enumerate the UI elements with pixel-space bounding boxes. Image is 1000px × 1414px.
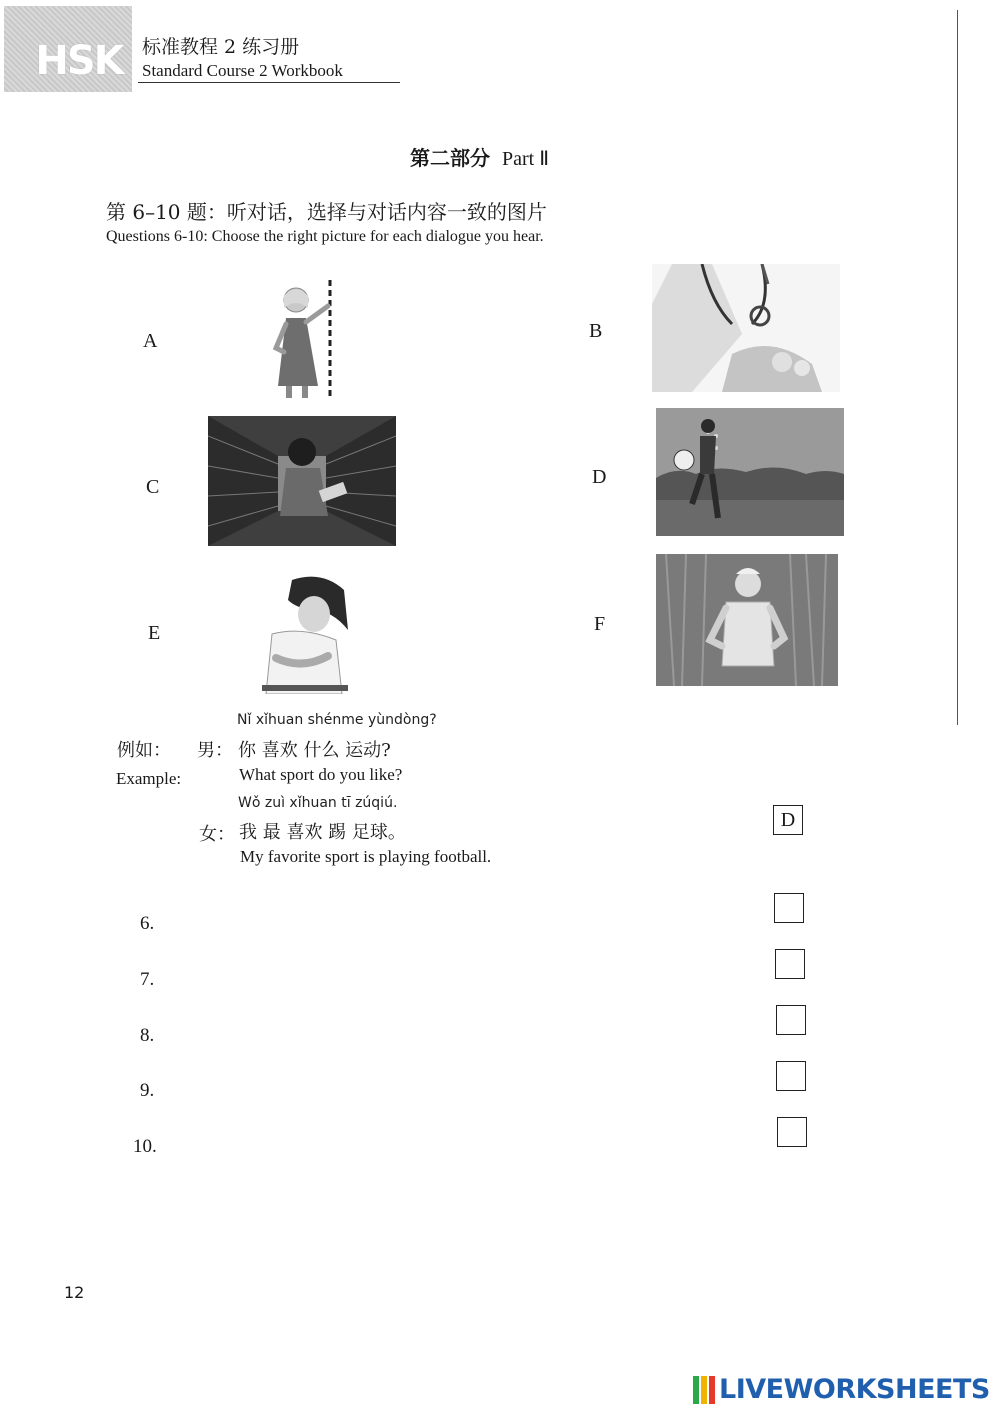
example-woman-label: 女： <box>199 824 235 845</box>
question-number-8: 8. <box>140 1025 155 1046</box>
picture-letter-d: D <box>592 466 607 488</box>
liveworksheets-logo-icon <box>693 1376 715 1404</box>
picture-letter-e: E <box>148 622 161 644</box>
girl-measuring-height-photo <box>260 278 340 400</box>
example-woman-chinese: 我 最 喜欢 踢 足球。 <box>239 822 406 843</box>
header-divider <box>138 82 400 83</box>
answer-box-9[interactable] <box>776 1061 806 1091</box>
question-number-6: 6. <box>140 913 155 934</box>
question-number-9: 9. <box>140 1080 155 1101</box>
example-man-pinyin: Nǐ xǐhuan shénme yùndòng? <box>237 712 437 728</box>
picture-letter-c: C <box>146 476 160 498</box>
answer-box-10[interactable] <box>777 1117 807 1147</box>
answer-box-7[interactable] <box>775 949 805 979</box>
instructions-english: Questions 6-10: Choose the right picture for each dialogue you hear. <box>106 228 544 245</box>
woman-playing-football-photo <box>656 408 844 536</box>
section-title-chinese: 第二部分 <box>410 146 490 170</box>
book-title-english: Standard Course 2 Workbook <box>142 61 343 80</box>
book-title-chinese: 标准教程 2 练习册 <box>142 36 300 58</box>
old-man-jogging-photo <box>656 554 838 686</box>
hsk-logo-text: HSK <box>35 38 123 84</box>
picture-letter-b: B <box>589 320 603 342</box>
question-number-10: 10. <box>133 1136 157 1157</box>
section-title <box>410 142 549 171</box>
woman-stomach-ache-photo <box>252 570 356 694</box>
example-man-english: What sport do you like? <box>239 765 403 784</box>
scan-margin-line <box>957 10 958 725</box>
example-man-chinese: 你 喜欢 什么 运动? <box>238 740 391 761</box>
liveworksheets-logo[interactable] <box>693 1374 990 1405</box>
picture-letter-a: A <box>143 330 158 352</box>
example-woman-pinyin: Wǒ zuì xǐhuan tī zúqiú. <box>238 795 398 811</box>
instructions-chinese: 第 6–10 题：听对话，选择与对话内容一致的图片 <box>106 200 547 224</box>
picture-letter-f: F <box>594 613 606 635</box>
answer-box-8[interactable] <box>776 1005 806 1035</box>
page-number: 12 <box>64 1283 85 1302</box>
example-man-label: 男： <box>197 740 233 761</box>
question-number-7: 7. <box>140 969 155 990</box>
example-label-english: Example: <box>116 769 182 788</box>
section-title-english: Part Ⅱ <box>502 148 550 170</box>
example-woman-english: My favorite sport is playing football. <box>240 847 492 866</box>
hsk-logo <box>4 6 132 92</box>
liveworksheets-logo-text: LIVEWORKSHEETS <box>719 1374 990 1405</box>
doctor-stethoscope-photo <box>652 264 840 392</box>
example-label-chinese: 例如： <box>117 740 171 761</box>
girl-reading-in-library-photo <box>208 416 396 546</box>
answer-box-6[interactable] <box>774 893 804 923</box>
example-answer-box: D <box>773 805 803 835</box>
